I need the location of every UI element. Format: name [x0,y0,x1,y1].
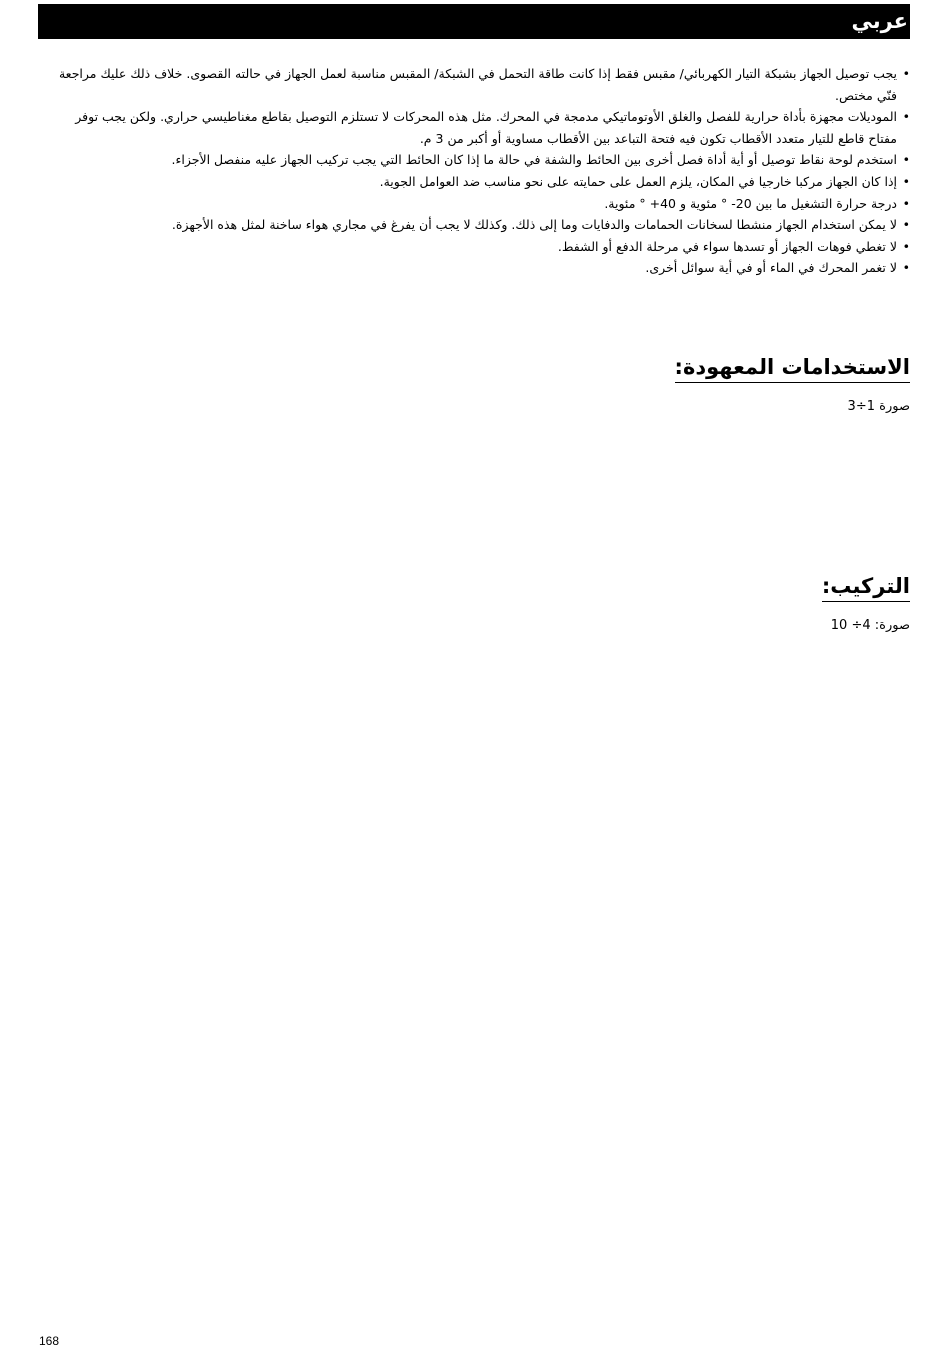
language-header-bar [38,4,910,39]
installation-heading: التركيب: [822,573,910,602]
list-item: • لا يمكن استخدام الجهاز منشطا لسخانات الحمامات والدفايات وما إلى ذلك. وكذلك لا يجب أن يفرغ في مجاري هواء ساخنة لمثل هذه الأجهزة. [44,214,910,236]
list-item: • استخدم لوحة نقاط توصيل أو أية أداة فصل أخرى بين الحائط والشفة في حالة ما إذا كان الحائط التي يجب تركيب الجهاز عليه منفصل الأجزاء. [44,149,910,171]
intended-use-figure-ref: صورة 1÷3 [847,399,910,414]
intended-use-heading: الاستخدامات المعهودة: [675,354,910,383]
installation-figure-ref: صورة: 4÷ 10 [830,618,910,633]
list-item: • درجة حرارة التشغيل ما بين 20- ° مئوية و 40+ ° مئوية. [44,193,910,215]
safety-bullet-list [44,63,910,279]
list-item: • يجب توصيل الجهاز بشبكة التيار الكهربائي/ مقبس فقط إذا كانت طاقة التحمل في الشبكة/ المقبس مناسبة لعمل الجهاز في حالته القصوى. خلاف ذلك عليك مراجعة فنّي مختص. [44,63,910,106]
page-number: 168 [39,1334,60,1348]
list-item: • لا تغمر المحرك في الماء أو في أية سوائل أخرى. [44,257,910,279]
list-item: • لا تغطي فوهات الجهاز أو تسدها سواء في مرحلة الدفع أو الشفط. [44,236,910,258]
list-item: • إذا كان الجهاز مركبا خارجيا في المكان، يلزم العمل على حمايته على نحو مناسب ضد العوامل الجوية. [44,171,910,193]
language-title: عربي [851,9,908,33]
list-item: • الموديلات مجهزة بأداة حرارية للفصل والغلق الأوتوماتيكي مدمجة في المحرك. مثل هذه المحركات لا تستلزم التوصيل بقاطع مغناطيسي حراري. ولكن يجب توفر مفتاح قاطع للتيار متعدد الأقطاب تكون فيه فتحة التباعد بين الأقطاب مساوية أو أكبر من 3 م. [44,106,910,149]
